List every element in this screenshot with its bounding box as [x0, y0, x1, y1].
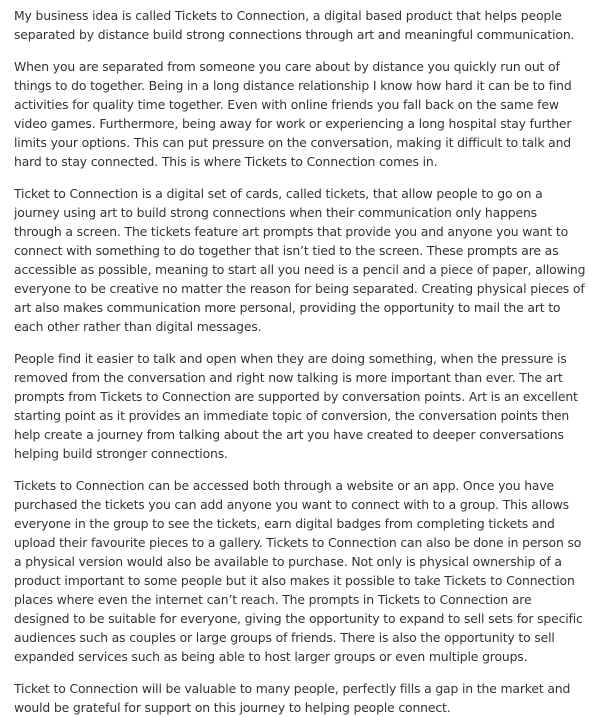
- paragraph-conversation: People find it easier to talk and open when they are doing something, when the pressure is removed from the conversation and right now talking is more important than ever. The art prompts from Tickets to Connection are supported by conversation points. Art is an excellent starting point as it provides an immediate topic of conversion, the conversation points then help create a journey from talking about the art you have created to deeper conversations helping build stronger connections.: [14, 351, 578, 461]
- paragraph-problem: When you are separated from someone you care about by distance you quickly run out of things to do together. Being in a long distance relationship I know how hard it can be to find activities for quality time together. Even with online friends you fall back on the same few video games. Furthermore, being away for work or experiencing a long hospital stay further limits your options. This can put pressure on the conversation, making it difficult to talk and hard to stay connected. This is where Tickets to Connection comes in.: [14, 59, 572, 169]
- paragraph-intro: My business idea is called Tickets to Connection, a digital based product that helps people separated by distance build strong connections through art and meaningful communication.: [14, 8, 575, 42]
- paragraph-product: Ticket to Connection is a digital set of cards, called tickets, that allow people to go on a journey using art to build strong connections when their communication only happens through a screen. The tickets feature art prompts that provide you and anyone you want to connect with something to do together that isn’t tied to the screen. These prompts are as accessible as possible, meaning to start all you need is a pencil and a piece of paper, allowing everyone to be creative no matter the reason for being separated. Creating physical pieces of art also makes communication more personal, providing the opportunity to mail the art to each other rather than digital messages.: [14, 186, 586, 334]
- paragraph-conclusion: Ticket to Connection will be valuable to many people, perfectly fills a gap in the market and would be grateful for support on this journey to helping people connect.: [14, 681, 571, 715]
- paragraph-access: Tickets to Connection can be accessed both through a website or an app. Once you have purchased the tickets you can add anyone you want to connect with to a group. This allows everyone in the group to see the tickets, earn digital badges from completing tickets and upload their favourite pieces to a gallery. Tickets to Connection can also be done in person so a physical version would also be available to purchase. Not only is physical ownership of a product important to some people but it also makes it possible to take Tickets to Connection places where even the internet can’t reach. The prompts in Tickets to Connection are designed to be suitable for everyone, giving the opportunity to expand to sell sets for specific audiences such as couples or large groups of friends. There is also the opportunity to sell expanded services such as being able to host larger groups or even multiple groups.: [14, 478, 583, 664]
